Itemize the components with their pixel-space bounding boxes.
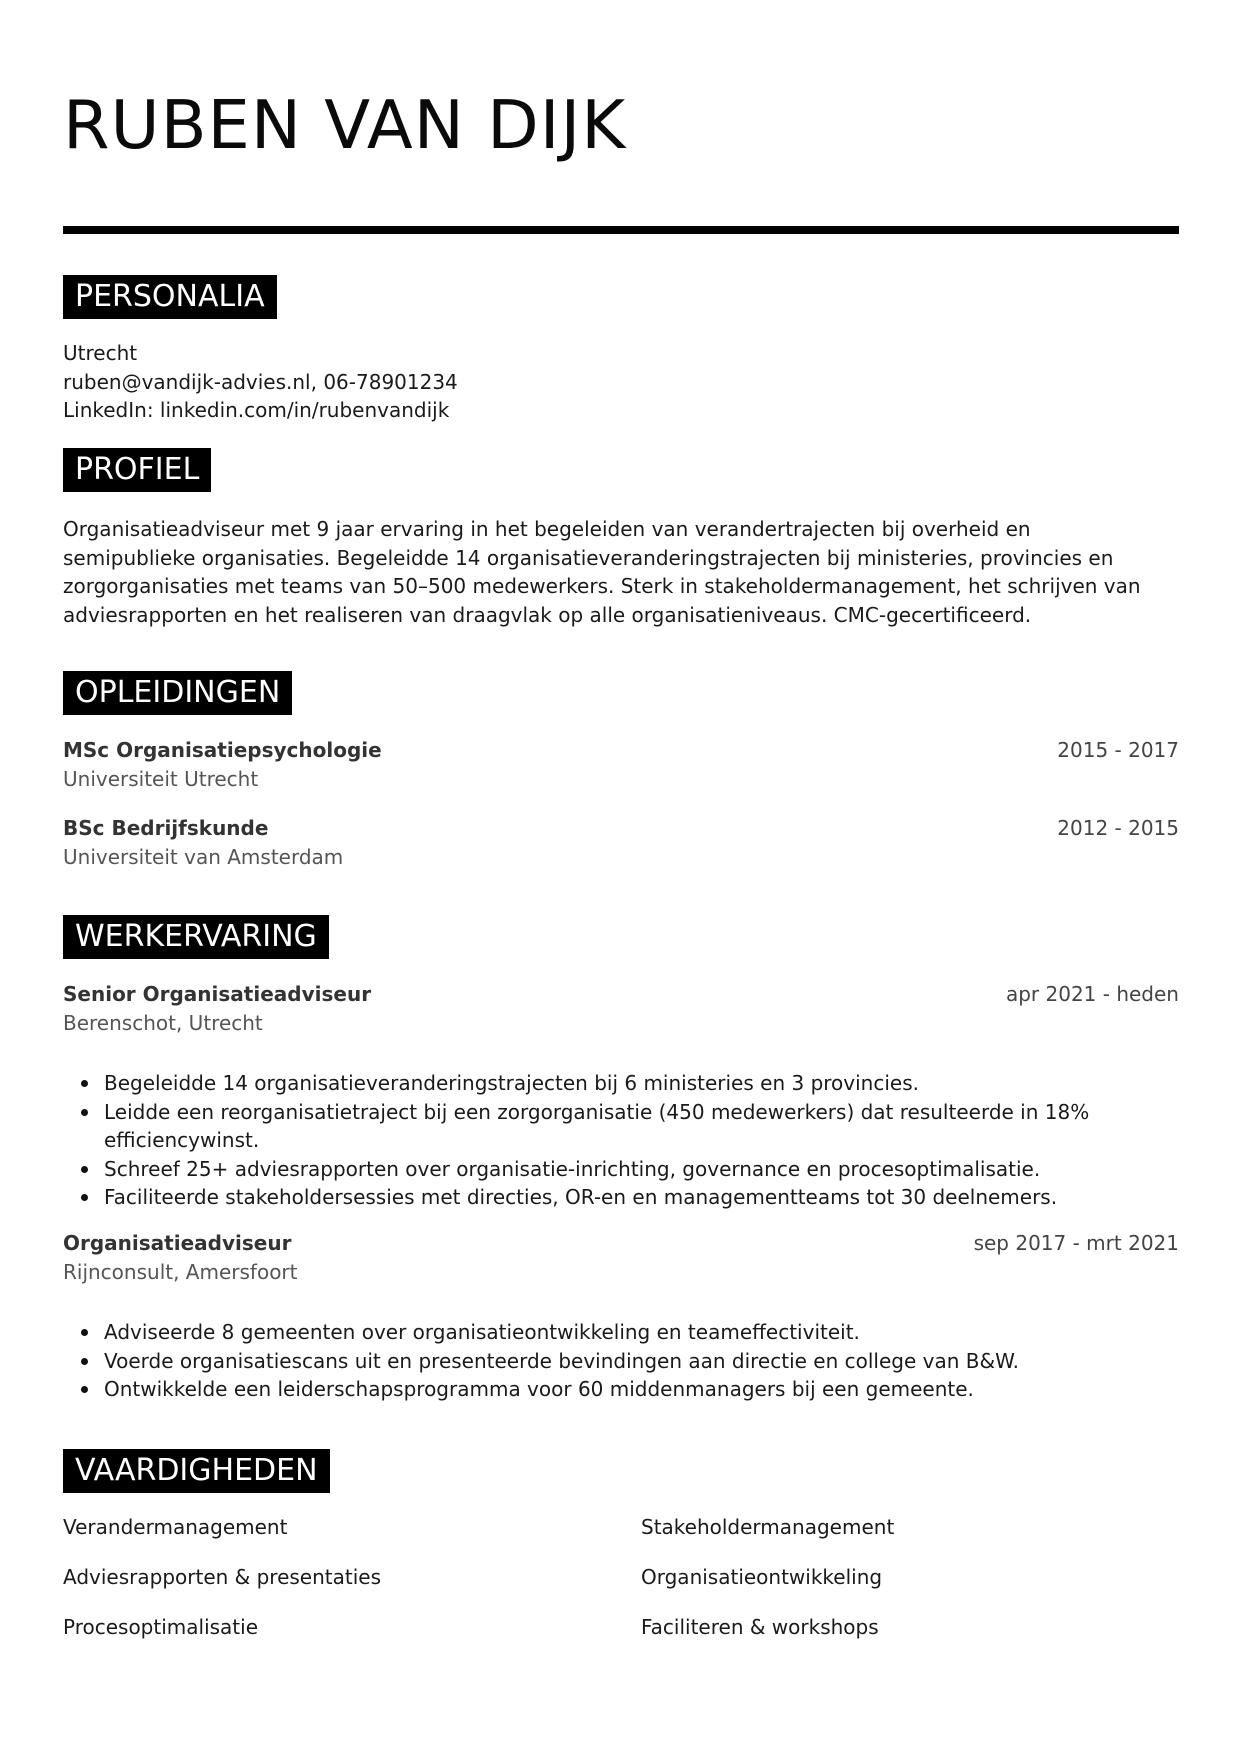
job-entry xyxy=(63,1229,1179,1287)
bullet-dot-icon xyxy=(81,1080,88,1087)
job-bullets xyxy=(63,1069,1179,1212)
job-bullet xyxy=(63,1318,1179,1347)
job-bullet xyxy=(63,1098,1179,1155)
skill-item: Adviesrapporten & presentaties xyxy=(63,1565,382,1589)
education-degree: MSc Organisatiepsychologie xyxy=(63,738,382,762)
bullet-dot-icon xyxy=(81,1109,88,1116)
job-entry xyxy=(63,980,1179,1038)
personalia-city: Utrecht xyxy=(63,341,138,365)
bullet-text: Leidde een reorganisatietraject bij een zorgorganisatie (450 medewerkers) dat resulteerde in 18% efficiencywinst. xyxy=(104,1099,1090,1152)
skill-item: Stakeholdermanagement xyxy=(641,1515,895,1539)
job-bullet xyxy=(63,1183,1179,1212)
skill-item: Verandermanagement xyxy=(63,1515,288,1539)
personalia-contact: ruben@vandijk-advies.nl, 06-78901234 xyxy=(63,369,458,394)
candidate-name: RUBEN VAN DIJK xyxy=(63,86,627,164)
profile-line: Organisatieadviseur met 9 jaar ervaring in het begeleiden van verandertrajecten bij overheid en xyxy=(63,517,1031,541)
job-bullets xyxy=(63,1318,1179,1404)
education-entry xyxy=(63,736,1179,794)
section-heading-werkervaring: WERKERVARING xyxy=(63,915,329,959)
education-date: 2012 - 2015 xyxy=(1057,816,1179,840)
profile-line: zorgorganisaties met teams van 50–500 medewerkers. Sterk in stakeholdermanagement, het schrijven van xyxy=(63,574,1141,598)
education-institution: Universiteit Utrecht xyxy=(63,767,259,791)
section-heading-personalia: PERSONALIA xyxy=(63,275,277,319)
education-date: 2015 - 2017 xyxy=(1057,738,1179,762)
skill-item: Organisatieontwikkeling xyxy=(641,1565,883,1589)
bullet-dot-icon xyxy=(81,1329,88,1336)
bullet-text: Voerde organisatiescans uit en presenteerde bevindingen aan directie en college van B&W. xyxy=(104,1348,1019,1373)
section-heading-vaardigheden: VAARDIGHEDEN xyxy=(63,1449,330,1493)
education-degree: BSc Bedrijfskunde xyxy=(63,816,269,840)
profile-line: semipublieke organisaties. Begeleidde 14 organisatieveranderingstrajecten bij ministeries, provincies en xyxy=(63,545,1114,570)
job-date: sep 2017 - mrt 2021 xyxy=(973,1231,1179,1255)
bullet-dot-icon xyxy=(81,1386,88,1393)
skill-item: Faciliteren & workshops xyxy=(641,1615,879,1639)
profile-line: adviesrapporten en het realiseren van draagvlak op alle organisatieniveaus. CMC-gecertificeerd. xyxy=(63,602,1032,627)
header-divider xyxy=(63,226,1179,234)
bullet-text: Begeleidde 14 organisatieveranderingstrajecten bij 6 ministeries en 3 provincies. xyxy=(104,1071,919,1095)
section-heading-opleidingen: OPLEIDINGEN xyxy=(63,671,292,715)
bullet-text: Adviseerde 8 gemeenten over organisatieontwikkeling en teameffectiviteit. xyxy=(104,1320,860,1344)
bullet-dot-icon xyxy=(81,1358,88,1365)
bullet-dot-icon xyxy=(81,1166,88,1173)
personalia-linkedin: LinkedIn: linkedin.com/in/rubenvandijk xyxy=(63,398,450,422)
job-title: Organisatieadviseur xyxy=(63,1231,292,1255)
profile-text xyxy=(63,515,1179,629)
section-heading-profiel: PROFIEL xyxy=(63,448,211,492)
education-entry xyxy=(63,814,1179,872)
job-company: Berenschot, Utrecht xyxy=(63,1011,263,1035)
bullet-text: Faciliteerde stakeholdersessies met directies, OR-en en managementteams tot 30 deelnemers. xyxy=(104,1185,1058,1209)
job-bullet xyxy=(63,1347,1179,1376)
job-bullet xyxy=(63,1375,1179,1404)
job-bullet xyxy=(63,1069,1179,1098)
bullet-dot-icon xyxy=(81,1194,88,1201)
skill-item: Procesoptimalisatie xyxy=(63,1615,259,1639)
job-title: Senior Organisatieadviseur xyxy=(63,982,372,1006)
job-company: Rijnconsult, Amersfoort xyxy=(63,1260,298,1284)
bullet-text: Ontwikkelde een leiderschapsprogramma voor 60 middenmanagers bij een gemeente. xyxy=(104,1377,974,1401)
job-bullet xyxy=(63,1155,1179,1184)
job-date: apr 2021 - heden xyxy=(1005,982,1179,1006)
education-institution: Universiteit van Amsterdam xyxy=(63,845,344,869)
bullet-text: Schreef 25+ adviesrapporten over organisatie-inrichting, governance en procesoptimalisatie. xyxy=(104,1156,1041,1181)
